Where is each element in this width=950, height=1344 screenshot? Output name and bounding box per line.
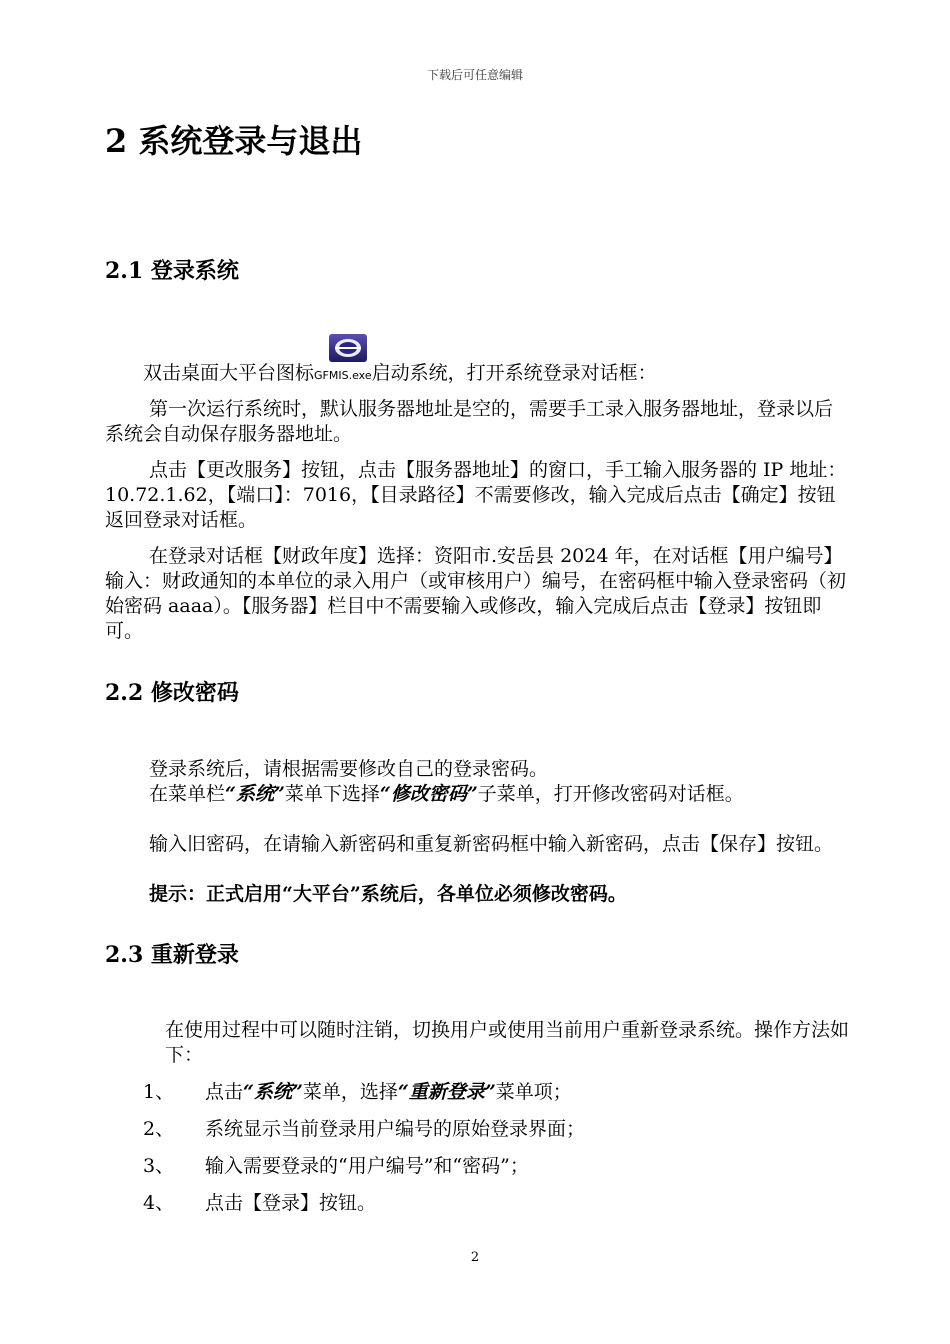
intro-text-b: 启动系统，打开系统登录对话框： (371, 362, 657, 384)
menu-text-a: 在菜单栏 (149, 783, 226, 805)
list-text-a: 点击 (205, 1081, 244, 1103)
list-text-b: 菜单，选择 (302, 1081, 398, 1103)
menu-text-c: 子菜单，打开修改密码对话框。 (477, 783, 744, 805)
list-item (143, 1117, 585, 1142)
list-relogin-em: “重新登录” (397, 1081, 496, 1103)
list-system-em: “系统” (243, 1081, 303, 1103)
section-heading-2-1: 2.1 登录系统 (105, 258, 239, 284)
list-item (143, 1154, 529, 1179)
intro-text-a: 双击桌面大平台图标 (143, 362, 315, 384)
paragraph-tip: 提示：正式启用“大平台”系统后，各单位必须修改密码。 (149, 883, 627, 905)
menu-text-b: 菜单下选择 (284, 783, 380, 805)
paragraph-change-server: 点击【更改服务】按钮，点击【服务器地址】的窗口，手工输入服务器的 IP 地址：10.72.1.62，【端口】：7016，【目录路径】不需要修改，输入完成后点击【确定】按钮返回登录对话框。 (105, 459, 847, 531)
paragraph-relogin-intro: 在使用过程中可以随时注销，切换用户或使用当前用户重新登录系统。操作方法如下： (165, 1019, 850, 1066)
list-number: 2、 (143, 1118, 175, 1140)
menu-change-password-em: “修改密码” (379, 783, 478, 805)
gfmis-app-icon (329, 334, 367, 362)
list-number: 4、 (143, 1192, 175, 1214)
icon-caption: GFMIS.exe (314, 369, 372, 382)
list-text: 输入需要登录的“用户编号”和“密码”； (205, 1155, 529, 1177)
list-text: 系统显示当前登录用户编号的原始登录界面； (205, 1118, 586, 1140)
menu-system-em: “系统” (225, 783, 285, 805)
paragraph-change-password: 登录系统后，请根据需要修改自己的登录密码。 (149, 758, 549, 780)
list-item (143, 1080, 572, 1105)
section-heading-2-2: 2.2 修改密码 (105, 680, 239, 706)
page-header: 下载后可任意编辑 (426, 68, 523, 82)
paragraph-menu-path (105, 782, 850, 807)
section-heading-2-3: 2.3 重新登录 (105, 942, 239, 968)
page-number: 2 (470, 1250, 480, 1265)
paragraph-login-dialog: 在登录对话框【财政年度】选择：资阳市.安岳县 2024 年，在对话框【用户编号】输入：财政通知的本单位的录入用户（或审核用户）编号，在密码框中输入登录密码（初始密码 aaaa）。【服务器】栏目中不需要输入或修改，输入完成后点击【登录】按钮即可。 (105, 545, 847, 642)
list-text-c: 菜单项； (495, 1081, 572, 1103)
list-text: 点击【登录】按钮。 (205, 1192, 377, 1214)
chapter-title: 2 系统登录与退出 (105, 122, 363, 160)
list-item (143, 1191, 376, 1216)
paragraph-login-intro (143, 361, 863, 388)
list-number: 1、 (143, 1081, 175, 1103)
paragraph-first-run: 第一次运行系统时，默认服务器地址是空的，需要手工录入服务器地址，登录以后系统会自动保存服务器地址。 (105, 398, 834, 445)
list-number: 3、 (143, 1155, 175, 1177)
paragraph-enter-password: 输入旧密码，在请输入新密码和重复新密码框中输入新密码，点击【保存】按钮。 (149, 833, 834, 855)
